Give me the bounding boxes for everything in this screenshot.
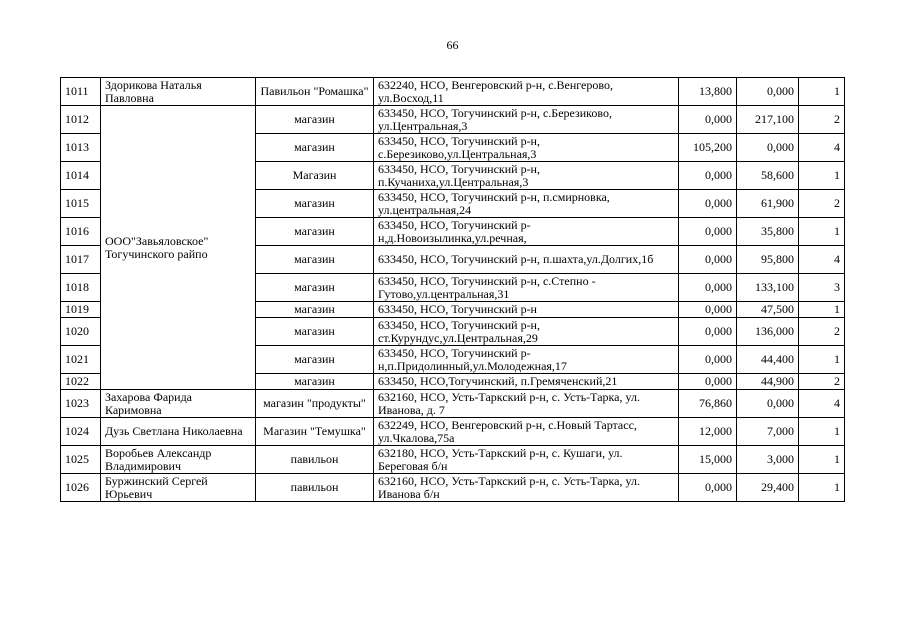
- value-1: 12,000: [679, 418, 737, 446]
- owner-name: Дузь Светлана Николаевна: [101, 418, 256, 446]
- address: 632249, НСО, Венгеровский р-н, с.Новый Тартасс, ул.Чкалова,75а: [374, 418, 679, 446]
- object-type: магазин: [256, 190, 374, 218]
- object-type: Магазин: [256, 162, 374, 190]
- address: 632160, НСО, Усть-Таркский р-н, с. Усть-Тарка, ул. Иванова б/н: [374, 474, 679, 502]
- value-3: 2: [799, 190, 845, 218]
- value-3: 4: [799, 390, 845, 418]
- object-type: Магазин "Темушка": [256, 418, 374, 446]
- registry-table: [60, 77, 845, 502]
- value-2: 44,900: [737, 374, 799, 390]
- object-type: магазин: [256, 134, 374, 162]
- address: 633450, НСО, Тогучинский р-н,п.Придолинный,ул.Молодежная,17: [374, 346, 679, 374]
- value-3: 4: [799, 246, 845, 274]
- value-3: 1: [799, 474, 845, 502]
- table-row: [61, 446, 845, 474]
- address: 632240, НСО, Венгеровский р-н, с.Венгерово, ул.Восход,11: [374, 78, 679, 106]
- address: 633450, НСО, Тогучинский р-н, п.смирновка, ул.центральная,24: [374, 190, 679, 218]
- row-number: 1018: [61, 274, 101, 302]
- table-row: [61, 390, 845, 418]
- value-3: 2: [799, 374, 845, 390]
- value-3: 1: [799, 302, 845, 318]
- value-1: 0,000: [679, 162, 737, 190]
- object-type: магазин: [256, 246, 374, 274]
- address: 633450, НСО, Тогучинский р-н, с.Березиково,ул.Центральная,3: [374, 134, 679, 162]
- row-number: 1022: [61, 374, 101, 390]
- address: 633450, НСО, Тогучинский р-н,д.Новоизылинка,ул.речная,: [374, 218, 679, 246]
- table-row: [61, 474, 845, 502]
- value-1: 0,000: [679, 474, 737, 502]
- row-number: 1020: [61, 318, 101, 346]
- address: 633450, НСО, Тогучинский р-н, п.шахта,ул.Долгих,1б: [374, 246, 679, 274]
- value-2: 0,000: [737, 390, 799, 418]
- object-type: магазин: [256, 374, 374, 390]
- value-1: 0,000: [679, 346, 737, 374]
- owner-name: Буржинский Сергей Юрьевич: [101, 474, 256, 502]
- row-number: 1011: [61, 78, 101, 106]
- row-number: 1019: [61, 302, 101, 318]
- value-2: 0,000: [737, 134, 799, 162]
- row-number: 1017: [61, 246, 101, 274]
- value-2: 3,000: [737, 446, 799, 474]
- value-3: 2: [799, 106, 845, 134]
- object-type: магазин: [256, 106, 374, 134]
- owner-name: Воробьев Александр Владимирович: [101, 446, 256, 474]
- address: 632180, НСО, Усть-Таркский р-н, с. Кушаги, ул. Береговая б/н: [374, 446, 679, 474]
- row-number: 1015: [61, 190, 101, 218]
- value-1: 0,000: [679, 218, 737, 246]
- row-number: 1026: [61, 474, 101, 502]
- value-2: 58,600: [737, 162, 799, 190]
- value-1: 0,000: [679, 318, 737, 346]
- value-2: 61,900: [737, 190, 799, 218]
- table-row: [61, 78, 845, 106]
- row-number: 1025: [61, 446, 101, 474]
- row-number: 1014: [61, 162, 101, 190]
- address: 633450, НСО, Тогучинский р-н, ст.Курундус,ул.Центральная,29: [374, 318, 679, 346]
- object-type: павильон: [256, 474, 374, 502]
- value-1: 13,800: [679, 78, 737, 106]
- object-type: магазин "продукты": [256, 390, 374, 418]
- object-type: павильон: [256, 446, 374, 474]
- row-number: 1021: [61, 346, 101, 374]
- value-3: 1: [799, 418, 845, 446]
- value-2: 136,000: [737, 318, 799, 346]
- address: 633450, НСО, Тогучинский р-н: [374, 302, 679, 318]
- value-1: 15,000: [679, 446, 737, 474]
- value-1: 0,000: [679, 190, 737, 218]
- object-type: магазин: [256, 346, 374, 374]
- value-2: 95,800: [737, 246, 799, 274]
- value-1: 0,000: [679, 302, 737, 318]
- table-row: [61, 418, 845, 446]
- value-3: 4: [799, 134, 845, 162]
- object-type: магазин: [256, 218, 374, 246]
- value-3: 1: [799, 446, 845, 474]
- row-number: 1013: [61, 134, 101, 162]
- row-number: 1024: [61, 418, 101, 446]
- row-number: 1023: [61, 390, 101, 418]
- address: 633450, НСО, Тогучинский р-н, с.Степно - Гутово,ул.центральная,31: [374, 274, 679, 302]
- value-1: 0,000: [679, 374, 737, 390]
- address: 632160, НСО, Усть-Таркский р-н, с. Усть-Тарка, ул. Иванова, д. 7: [374, 390, 679, 418]
- owner-name: Захарова Фарида Каримовна: [101, 390, 256, 418]
- value-2: 7,000: [737, 418, 799, 446]
- value-2: 133,100: [737, 274, 799, 302]
- row-number: 1016: [61, 218, 101, 246]
- value-3: 1: [799, 78, 845, 106]
- row-number: 1012: [61, 106, 101, 134]
- value-3: 1: [799, 162, 845, 190]
- object-type: магазин: [256, 302, 374, 318]
- table-row: [61, 106, 845, 134]
- value-1: 0,000: [679, 106, 737, 134]
- value-2: 47,500: [737, 302, 799, 318]
- value-2: 217,100: [737, 106, 799, 134]
- value-3: 2: [799, 318, 845, 346]
- object-type: магазин: [256, 318, 374, 346]
- page-number: 66: [446, 38, 459, 52]
- value-2: 44,400: [737, 346, 799, 374]
- owner-name: ООО"Завьяловское" Тогучинского райпо: [101, 106, 256, 390]
- value-2: 35,800: [737, 218, 799, 246]
- owner-name: Здорикова Наталья Павловна: [101, 78, 256, 106]
- value-1: 76,860: [679, 390, 737, 418]
- address: 633450, НСО, Тогучинский р-н, с.Березиково, ул.Центральная,3: [374, 106, 679, 134]
- address: 633450, НСО,Тогучинский, п.Гремяченский,21: [374, 374, 679, 390]
- address: 633450, НСО, Тогучинский р-н, п.Кучаниха,ул.Центральная,3: [374, 162, 679, 190]
- value-3: 1: [799, 346, 845, 374]
- value-2: 29,400: [737, 474, 799, 502]
- value-3: 3: [799, 274, 845, 302]
- value-2: 0,000: [737, 78, 799, 106]
- value-3: 1: [799, 218, 845, 246]
- object-type: Павильон "Ромашка": [256, 78, 374, 106]
- value-1: 105,200: [679, 134, 737, 162]
- value-1: 0,000: [679, 274, 737, 302]
- value-1: 0,000: [679, 246, 737, 274]
- object-type: магазин: [256, 274, 374, 302]
